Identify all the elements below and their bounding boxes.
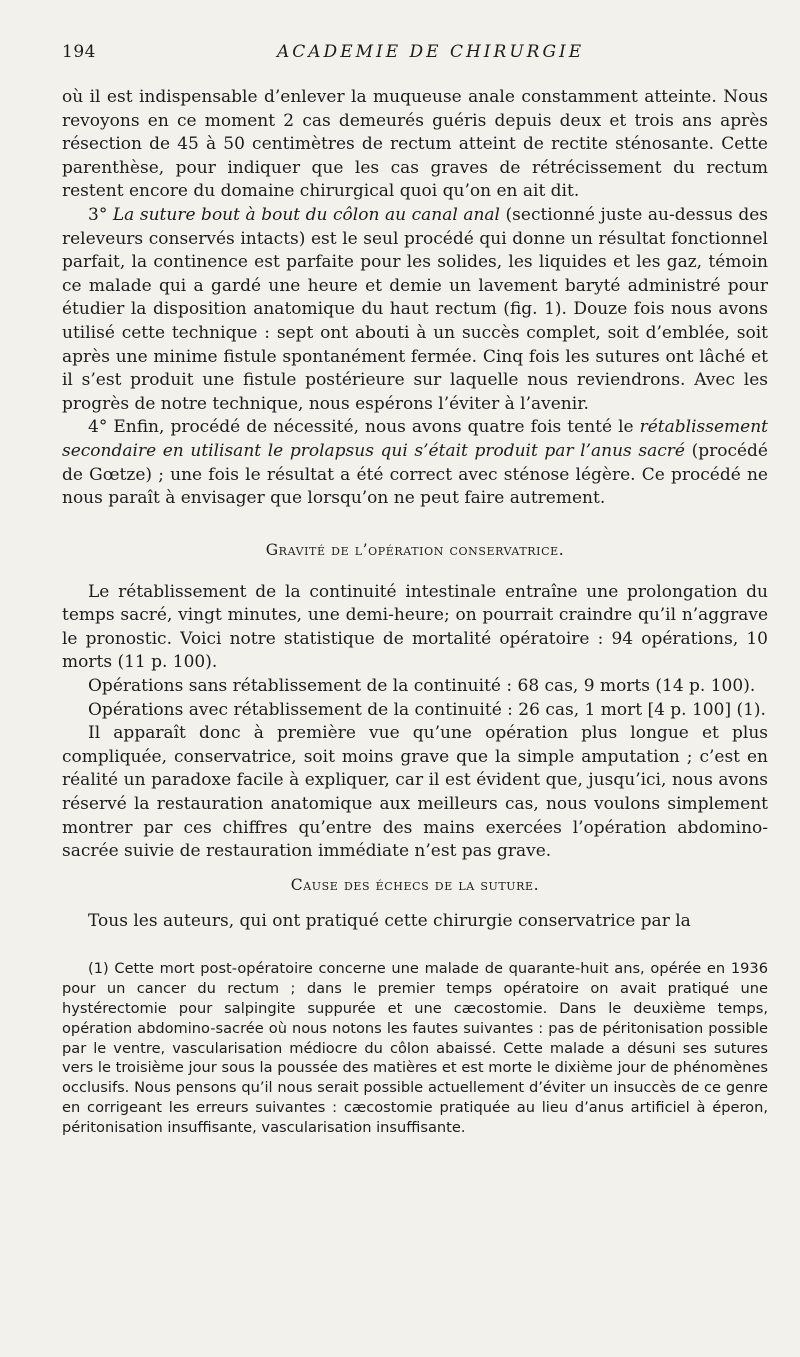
page-header (62, 42, 768, 72)
paragraph-item-3 (62, 204, 768, 416)
section2-paragraph: Tous les auteurs, qui ont pratiqué cette chirurgie conservatrice par la (88, 910, 691, 931)
page-number: 194 (62, 42, 96, 62)
section1-paragraph: Le rétablissement de la continuité intestinale entraîne une prolongation du temps sacré, vingt minutes, une demi-heure; on pourrait craindre qu’il n’aggrave le pronostic. Voici notre statistique de mortalité opératoire : 94 opérations, 10 morts (11 p. 100). (62, 581, 768, 673)
item-italic: rétablissement secondaire en utilisant le prolapsus qui s’était produit par l’anus sacré (62, 417, 768, 461)
section-heading-gravite: Gravité de l’opération conservatrice. (265, 540, 565, 559)
item-text-start: Enfin, procédé de nécessité, nous avons quatre fois tenté le (107, 417, 640, 438)
item-number: 4° (88, 417, 108, 438)
paragraph-item-4 (62, 416, 768, 510)
footnote-text: (1) Cette mort post-opératoire concerne une malade de quarante-huit ans, opérée en 1936 pour un cancer du rectum ; dans le premier temps opératoire on avait pratiqué une hystérectomie pour salpingite suppurée et une cæcostomie. Dans le deuxième temps, opération abdomino-sacrée où nous notons les fautes suivantes : pas de péritonisation possible par le ventre, vascularisation médiocre du côlon abaissé. Cette malade a désuni ses sutures vers le troisième jour sous la poussée des matières et est morte le dixième jour de phénomènes occlusifs. Nous pensons qu’il nous serait possible actuellement d’éviter un insuccès de ce genre en corrigeant les erreurs suivantes : cæcostomie pratiquée au lieu d’anus artificiel à éperon, péritonisation insuffisante, vascularisation insuffisante. (62, 960, 768, 1136)
section1-paragraph: Opérations avec rétablissement de la continuité : 26 cas, 1 mort [4 p. 100] (1). (88, 699, 766, 720)
item-text: (procédé de Gœtze) ; une fois le résultat a été correct avec sténose légère. Ce procédé ne nous paraît à envisager que lorsqu’on ne peut faire autrement. (62, 440, 768, 509)
running-title: ACADEMIE DE CHIRURGIE (277, 42, 585, 62)
item-text: (sectionné juste au-dessus des releveurs conservés intacts) est le seul procédé qui donne un résultat fonctionnel parfait, la continence est parfaite pour les solides, les liquides et les gaz, témoin ce malade qui a gardé une heure et demie un lavement baryté administré pour étudier la disposition anatomique du haut rectum (fig. 1). Douze fois nous avons utilisé cette technique : sept ont abouti à un succès complet, soit d’emblée, soit après une minime fistule spontanément fermée. Cinq fois les sutures ont lâché et il s’est produit une fistule postérieure sur laquelle nous reviendrons. Avec les progrès de notre technique, nous espérons l’éviter à l’avenir. (62, 204, 768, 414)
page (62, 42, 768, 1138)
section-heading-echecs: Cause des échecs de la suture. (290, 875, 540, 894)
footnote (62, 959, 768, 1137)
body-text (62, 86, 768, 511)
section1-paragraph: Il apparaît donc à première vue qu’une opération plus longue et plus compliquée, conservatrice, soit moins grave que la simple amputation ; c’est en réalité un paradoxe facile à expliquer, car il est évident que, jusqu’ici, nous avons réservé la restauration anatomique aux meilleurs cas, nous voulons simplement montrer par ces chiffres qu’entre des mains exercées l’opération abdomino-sacrée suivie de restauration immédiate n’est pas grave. (62, 723, 768, 862)
item-number: 3° (88, 204, 108, 225)
section1-paragraph: Opérations sans rétablissement de la continuité : 68 cas, 9 morts (14 p. 100). (88, 676, 756, 697)
paragraph-continued: où il est indispensable d’enlever la muqueuse anale constamment atteinte. Nous revoyons en ce moment 2 cas demeurés guéris depuis deux et trois ans après résection de 45 à 50 centimètres de rectum atteint de rectite sténosante. Cette parenthèse, pour indiquer que les cas graves de rétrécissement du rectum restent encore du domaine chirurgical quoi qu’on en ait dit. (62, 87, 768, 202)
item-title-italic: La suture bout à bout du côlon au canal anal (112, 204, 500, 225)
